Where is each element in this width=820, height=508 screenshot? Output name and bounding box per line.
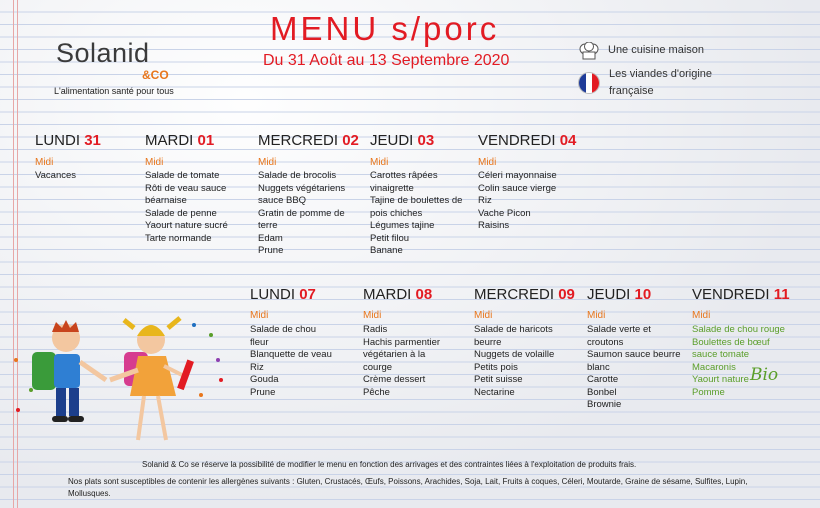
- footer-notice: Solanid & Co se réserve la possibilité de modifier le menu en fonction des arrivages et des contraintes liées à l'exploitation de produits frais.: [142, 460, 637, 469]
- menu-item: Macaronis: [692, 361, 736, 373]
- meal-label: Midi: [35, 157, 54, 168]
- menu-item: Salade verte et: [587, 324, 651, 335]
- menu-items: [587, 324, 680, 412]
- day-header: VENDREDI 11: [692, 286, 790, 303]
- menu-items: [363, 324, 440, 399]
- day-column: [250, 286, 332, 399]
- menu-item: Salade de brocolis: [258, 170, 337, 181]
- menu-item: terre: [258, 220, 278, 231]
- menu-item: béarnaise: [145, 195, 187, 206]
- day-column: [474, 286, 575, 399]
- menu-items: [478, 170, 576, 233]
- day-header: VENDREDI 04: [478, 132, 577, 149]
- menu-item: beurre: [474, 336, 502, 348]
- day-column: [258, 132, 359, 258]
- menu-item: Hachis parmentier: [363, 336, 441, 348]
- page-title: MENU s/porc: [270, 10, 500, 47]
- menu-item: Crème dessert: [363, 374, 426, 385]
- menu-item: Carotte: [587, 374, 619, 385]
- menu-item: Bonbel: [587, 386, 617, 398]
- brand-tagline: L'alimentation santé pour tous: [54, 86, 174, 96]
- menu-item: vinaigrette: [370, 182, 414, 194]
- day-header: JEUDI 10: [587, 286, 652, 303]
- menu-item: Petit filou: [370, 232, 410, 244]
- menu-item: Petit suisse: [474, 374, 523, 385]
- day-column: [370, 132, 462, 258]
- meal-label: Midi: [370, 157, 389, 168]
- day-header: MARDI 01: [145, 132, 215, 149]
- menu-item: croutons: [587, 336, 624, 348]
- menu-item: Raisins: [478, 220, 510, 231]
- menu-item: blanc: [587, 361, 610, 373]
- kids-illustration: [6, 300, 231, 465]
- menu-items: [474, 324, 575, 399]
- menu-items: [145, 170, 228, 245]
- menu-item: Prune: [258, 245, 284, 256]
- menu-item: Salade de tomate: [145, 170, 220, 181]
- menu-item: fleur: [250, 336, 269, 348]
- footer-allergens: Nos plats sont susceptibles de contenir les allergènes suivants : Gluten, Crustacés, Œufs, Poissons, Arachides, Soja, Lait, Fruits à coques, Céleri, Moutarde, Graine de sésame, Sulfites, Lupin, Mollusques.: [68, 477, 748, 498]
- menu-item: Salade de chou: [250, 324, 317, 335]
- bio-label: Bio: [750, 365, 779, 385]
- menu-item: Rôti de veau sauce: [145, 182, 227, 194]
- day-header: MERCREDI 09: [474, 286, 575, 303]
- menu-item: Vache Picon: [478, 207, 531, 219]
- menu-item: Céleri mayonnaise: [478, 170, 557, 181]
- day-column: [35, 132, 101, 183]
- meal-label: Midi: [692, 310, 711, 321]
- meal-label: Midi: [478, 157, 497, 168]
- menu-items: [250, 324, 332, 399]
- info-homemade: Une cuisine maison: [608, 44, 704, 56]
- date-range: Du 31 Août au 13 Septembre 2020: [263, 52, 510, 69]
- brand-logo-name: Solanid: [56, 38, 150, 68]
- brand-logo-co: &CO: [142, 68, 169, 82]
- day-header: JEUDI 03: [370, 132, 435, 149]
- menu-item: Pêche: [363, 386, 390, 398]
- menu-item: Tarte normande: [145, 232, 212, 244]
- menu-item: Blanquette de veau: [250, 349, 332, 360]
- menu-items: [692, 324, 790, 399]
- french-flag-icon: [578, 72, 600, 94]
- menu-item: Saumon sauce beurre: [587, 349, 681, 360]
- menu-item: Légumes tajine: [370, 220, 435, 231]
- menu-item: Boulettes de bœuf: [692, 336, 770, 348]
- menu-item: Gratin de pomme de: [258, 207, 345, 219]
- menu-item: Nectarine: [474, 386, 515, 398]
- menu-items: [35, 170, 101, 183]
- menu-item: Edam: [258, 232, 283, 244]
- menu-item: Brownie: [587, 399, 622, 410]
- meal-label: Midi: [258, 157, 277, 168]
- menu-item: Radis: [363, 324, 388, 335]
- menu-item: Nuggets végétariens: [258, 182, 346, 194]
- menu-item: Pomme: [692, 386, 725, 398]
- menu-item: Salade de chou rouge: [692, 324, 785, 335]
- meal-label: Midi: [250, 310, 269, 321]
- day-header: LUNDI 07: [250, 286, 316, 303]
- menu-item: Salade de haricots: [474, 324, 553, 335]
- menu-item: Riz: [478, 195, 492, 206]
- meal-label: Midi: [587, 310, 606, 321]
- menu-item: Prune: [250, 386, 276, 398]
- menu-item: Banane: [370, 245, 403, 256]
- menu-item: Tajine de boulettes de: [370, 195, 463, 206]
- day-header: MERCREDI 02: [258, 132, 359, 149]
- meal-label: Midi: [363, 310, 382, 321]
- day-column: [478, 132, 576, 233]
- menu-item: Salade de penne: [145, 207, 217, 219]
- menu-item: Riz: [250, 361, 264, 373]
- menu-items: [370, 170, 462, 258]
- menu-item: sauce BBQ: [258, 195, 307, 206]
- menu-item: Yaourt nature: [692, 374, 749, 385]
- meal-label: Midi: [145, 157, 164, 168]
- menu-item: Nuggets de volaille: [474, 349, 555, 360]
- menu-item: Petits pois: [474, 361, 518, 373]
- menu-item: Gouda: [250, 374, 279, 385]
- day-header: LUNDI 31: [35, 132, 101, 149]
- day-column: [363, 286, 440, 399]
- meal-label: Midi: [474, 310, 493, 321]
- menu-item: végétarien à la: [363, 349, 426, 360]
- chef-hat-icon: [578, 42, 600, 67]
- menu-item: courge: [363, 361, 393, 373]
- menu-item: Vacances: [35, 170, 77, 181]
- menu-item: pois chiches: [370, 207, 423, 219]
- day-column: [145, 132, 228, 245]
- menu-item: Yaourt nature sucré: [145, 220, 228, 231]
- menu-item: Colin sauce vierge: [478, 182, 557, 194]
- day-column: [587, 286, 680, 412]
- menu-item: Carottes râpées: [370, 170, 438, 181]
- day-header: MARDI 08: [363, 286, 433, 303]
- menu-items: [258, 170, 359, 258]
- info-origin: Les viandes d'origine française: [609, 68, 713, 97]
- menu-item: sauce tomate: [692, 349, 750, 360]
